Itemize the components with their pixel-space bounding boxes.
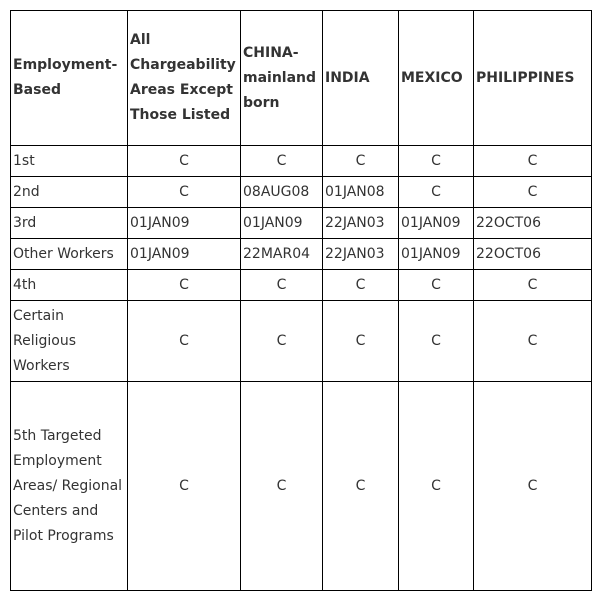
table-cell: C <box>323 301 399 382</box>
table-row <box>11 239 592 270</box>
row-category: 5th Targeted Employment Areas/ Regional Centers and Pilot Programs <box>11 382 128 591</box>
table-row <box>11 270 592 301</box>
table-cell: 22MAR04 <box>241 239 323 270</box>
table-cell: C <box>323 382 399 591</box>
table-cell: C <box>323 146 399 177</box>
table-cell: 01JAN09 <box>241 208 323 239</box>
table-cell: C <box>128 146 241 177</box>
table-row <box>11 146 592 177</box>
table-cell: C <box>241 301 323 382</box>
table-cell: 01JAN08 <box>323 177 399 208</box>
row-category: 3rd <box>11 208 128 239</box>
table-cell: C <box>474 270 592 301</box>
table-cell: C <box>128 177 241 208</box>
table-cell: C <box>323 270 399 301</box>
table-cell: 01JAN09 <box>128 239 241 270</box>
table-row <box>11 382 592 591</box>
table-cell: C <box>399 270 474 301</box>
table-cell: C <box>128 382 241 591</box>
row-category: 1st <box>11 146 128 177</box>
table-cell: 08AUG08 <box>241 177 323 208</box>
table-row <box>11 177 592 208</box>
table-cell: 01JAN09 <box>399 208 474 239</box>
table-cell: C <box>241 382 323 591</box>
table-cell: 22JAN03 <box>323 208 399 239</box>
header-china: CHINA-mainland born <box>241 11 323 146</box>
table-cell: 22OCT06 <box>474 208 592 239</box>
table-cell: C <box>399 146 474 177</box>
header-all-chargeability: All Chargeability Areas Except Those Listed <box>128 11 241 146</box>
table-cell: C <box>474 382 592 591</box>
table-cell: C <box>474 301 592 382</box>
table-container <box>10 10 592 591</box>
table-row <box>11 208 592 239</box>
header-india: INDIA <box>323 11 399 146</box>
table-cell: 01JAN09 <box>399 239 474 270</box>
visa-bulletin-table <box>10 10 592 591</box>
table-cell: C <box>399 301 474 382</box>
table-cell: 22OCT06 <box>474 239 592 270</box>
table-cell: C <box>241 146 323 177</box>
table-cell: C <box>128 270 241 301</box>
row-category: Other Workers <box>11 239 128 270</box>
table-cell: 01JAN09 <box>128 208 241 239</box>
header-row <box>11 11 592 146</box>
table-cell: 22JAN03 <box>323 239 399 270</box>
table-cell: C <box>399 382 474 591</box>
row-category: Certain Religious Workers <box>11 301 128 382</box>
row-category: 4th <box>11 270 128 301</box>
table-row <box>11 301 592 382</box>
header-mexico: MEXICO <box>399 11 474 146</box>
table-cell: C <box>128 301 241 382</box>
header-employment-based: Employment-Based <box>11 11 128 146</box>
header-philippines: PHILIPPINES <box>474 11 592 146</box>
row-category: 2nd <box>11 177 128 208</box>
table-cell: C <box>399 177 474 208</box>
table-cell: C <box>241 270 323 301</box>
table-cell: C <box>474 177 592 208</box>
table-cell: C <box>474 146 592 177</box>
